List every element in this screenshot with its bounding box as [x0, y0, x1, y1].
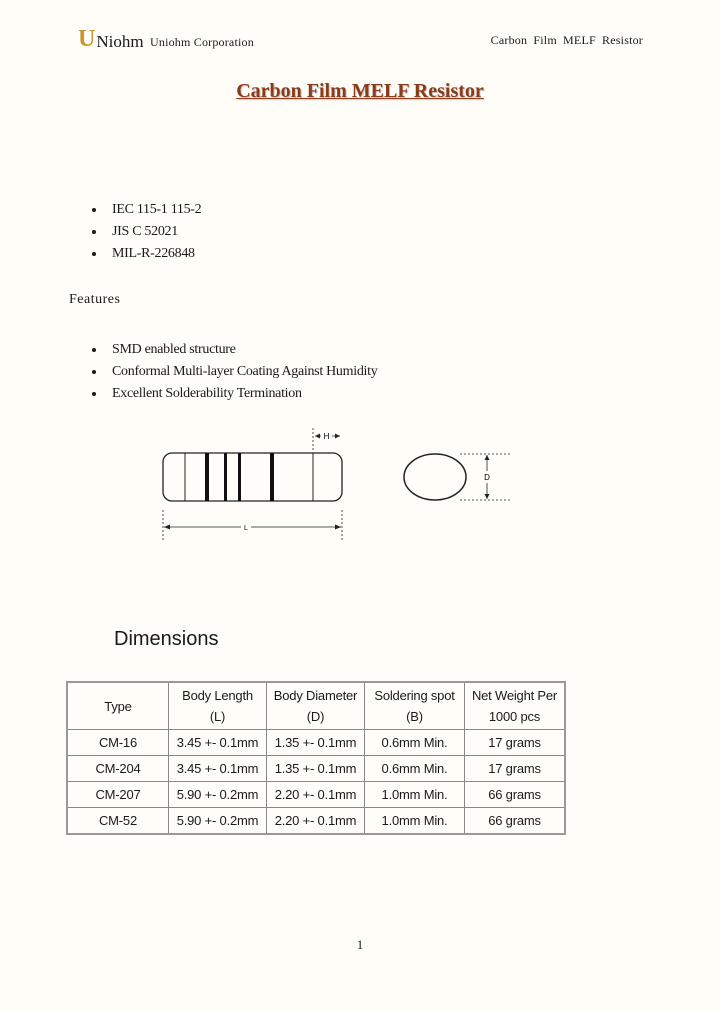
label-h: H [323, 432, 330, 441]
cell-body-diameter: 2.20 +- 0.1mm [267, 782, 365, 808]
label-l: L [244, 525, 248, 532]
list-item: SMD enabled structure [90, 339, 377, 361]
logo-text: Niohm [96, 32, 144, 51]
dimensions-table [66, 681, 566, 835]
company-logo [78, 27, 144, 51]
column-header-soldering-spot: Soldering spot (B) [365, 682, 465, 730]
color-band [224, 453, 227, 501]
cell-soldering-spot: 1.0mm Min. [365, 808, 465, 835]
column-header-body-diameter: Body Diameter (D) [267, 682, 365, 730]
dimension-h [313, 428, 340, 450]
resistor-dimension-diagram [140, 420, 540, 550]
cell-soldering-spot: 0.6mm Min. [365, 730, 465, 756]
color-band [238, 453, 241, 501]
list-item: IEC 115-1 115-2 [90, 199, 201, 221]
cell-body-length: 5.90 +- 0.2mm [169, 782, 267, 808]
cell-net-weight: 17 grams [465, 756, 566, 782]
company-name: Uniohm Corporation [150, 35, 254, 49]
list-item: MIL-R-226848 [90, 243, 201, 265]
features-list [90, 339, 377, 405]
list-item: Excellent Solderability Termination [90, 383, 377, 405]
list-item: Conformal Multi-layer Coating Against Humidity [90, 361, 377, 383]
dimension-d [460, 454, 510, 500]
page-title: Carbon Film MELF Resistor [236, 80, 484, 102]
cell-net-weight: 66 grams [465, 782, 566, 808]
logo-letter: U [78, 26, 96, 52]
cell-type: CM-16 [67, 730, 169, 756]
cell-body-length: 5.90 +- 0.2mm [169, 808, 267, 835]
color-band [270, 453, 274, 501]
cell-body-diameter: 1.35 +- 0.1mm [267, 756, 365, 782]
features-heading: Features [69, 292, 121, 307]
page-number: 1 [356, 937, 364, 952]
cell-body-diameter: 1.35 +- 0.1mm [267, 730, 365, 756]
cell-net-weight: 17 grams [465, 730, 566, 756]
table-row [67, 730, 565, 756]
dimensions-heading: Dimensions [114, 628, 219, 650]
dimension-l [163, 510, 342, 542]
list-item: JIS C 52021 [90, 221, 201, 243]
cell-type: CM-204 [67, 756, 169, 782]
standards-list [90, 199, 201, 265]
cell-body-length: 3.45 +- 0.1mm [169, 730, 267, 756]
cell-type: CM-52 [67, 808, 169, 835]
color-band [205, 453, 209, 501]
table-row [67, 782, 565, 808]
cell-type: CM-207 [67, 782, 169, 808]
table-row [67, 808, 565, 835]
column-header-net-weight: Net Weight Per 1000 pcs [465, 682, 566, 730]
column-header-body-length: Body Length (L) [169, 682, 267, 730]
resistor-end-view [404, 454, 466, 500]
table-row [67, 756, 565, 782]
cell-soldering-spot: 0.6mm Min. [365, 756, 465, 782]
cell-body-diameter: 2.20 +- 0.1mm [267, 808, 365, 835]
table-header-row [67, 682, 565, 730]
label-d: D [484, 473, 490, 482]
cell-body-length: 3.45 +- 0.1mm [169, 756, 267, 782]
resistor-body-side-view [163, 453, 342, 501]
column-header-type: Type [67, 682, 169, 730]
cell-soldering-spot: 1.0mm Min. [365, 782, 465, 808]
cell-net-weight: 66 grams [465, 808, 566, 835]
header-product-name: Carbon Film MELF Resistor [490, 33, 643, 47]
